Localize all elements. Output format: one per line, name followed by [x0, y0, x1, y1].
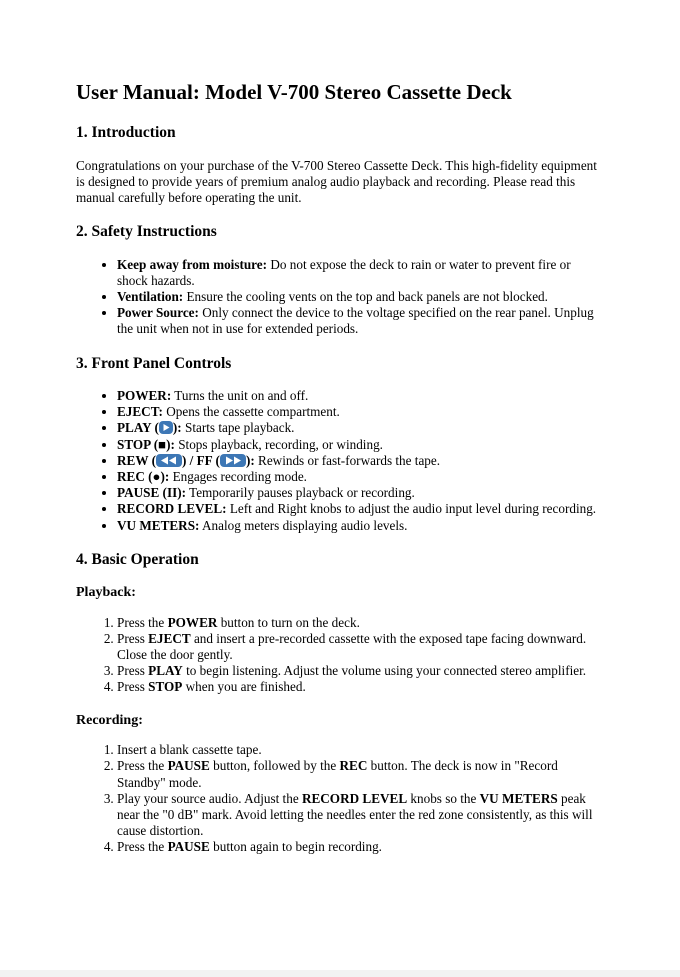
- step-emphasis: VU METERS: [479, 790, 558, 806]
- subheading-playback: Playback:: [76, 585, 136, 601]
- item-text: Ensure the cooling vents on the top and back panels are not blocked.: [183, 288, 548, 304]
- item-label: RECORD LEVEL:: [117, 501, 227, 517]
- item-text: Left and Right knobs to adjust the audio input level during recording.: [226, 501, 597, 517]
- step-text: button again to begin recording.: [209, 839, 382, 855]
- label-part: ):: [172, 420, 182, 436]
- step-emphasis: REC: [339, 758, 368, 774]
- step-emphasis: EJECT: [148, 630, 191, 646]
- step-text: Press the: [117, 839, 168, 855]
- step-text: Press: [117, 630, 149, 646]
- list-item: [117, 758, 604, 790]
- step-text: Insert a blank cassette tape.: [117, 742, 262, 758]
- label-part: PLAY (: [117, 420, 159, 436]
- step-text: button to turn on the deck.: [217, 614, 360, 630]
- item-label: REC (●):: [117, 468, 170, 484]
- list-item: [117, 663, 604, 679]
- list-item: [117, 742, 604, 758]
- item-label: POWER:: [117, 387, 172, 403]
- step-text: Press: [117, 679, 149, 695]
- step-emphasis: RECORD LEVEL: [301, 790, 408, 806]
- rewind-icon: [156, 454, 182, 467]
- recording-steps: [76, 742, 604, 855]
- step-emphasis: STOP: [148, 679, 183, 695]
- list-item: [117, 469, 604, 485]
- fast-forward-icon: [220, 454, 246, 467]
- item-text: Analog meters displaying audio levels.: [199, 517, 408, 533]
- step-emphasis: PAUSE: [167, 758, 210, 774]
- item-label: VU METERS:: [117, 517, 200, 533]
- step-text: to begin listening. Adjust the volume using your connected stereo amplifier.: [182, 663, 587, 679]
- step-text: Play your source audio. Adjust the: [117, 790, 302, 806]
- step-text: button. The deck is now in "Record Standby" mode.: [117, 758, 558, 790]
- step-text: and insert a pre-recorded cassette with the exposed tape facing downward. Close the door gently.: [117, 630, 587, 663]
- list-item: [117, 679, 604, 695]
- playback-steps: [76, 615, 604, 696]
- list-item: [117, 257, 604, 289]
- step-text: knobs so the: [407, 790, 480, 806]
- item-label: STOP (■):: [117, 436, 175, 452]
- item-label: [117, 420, 182, 435]
- controls-list: [76, 388, 604, 534]
- step-text: Press the: [117, 614, 168, 630]
- item-label: [117, 453, 255, 468]
- list-item: [117, 839, 604, 855]
- section-heading-safety: 2. Safety Instructions: [76, 223, 217, 241]
- list-item: [117, 631, 604, 663]
- item-label: Power Source:: [117, 305, 199, 321]
- item-text: Turns the unit on and off.: [171, 387, 309, 403]
- item-label: Ventilation:: [117, 288, 184, 304]
- item-text: Only connect the device to the voltage specified on the rear panel. Unplug the unit when not in use for extended periods.: [117, 305, 594, 337]
- item-text: Do not expose the deck to rain or water to prevent fire or shock hazards.: [117, 256, 571, 288]
- label-part: ) / FF (: [181, 452, 220, 468]
- section-heading-introduction: 1. Introduction: [76, 124, 176, 142]
- list-item: [117, 518, 604, 534]
- section-heading-controls: 3. Front Panel Controls: [76, 354, 232, 372]
- list-item: [117, 420, 604, 436]
- item-text: Temporarily pauses playback or recording.: [186, 485, 415, 501]
- intro-paragraph: Congratulations on your purchase of the V-700 Stereo Cassette Deck. This high-fidelity equipment is designed to provide years of premium analog audio playback and recording. Please read this manual carefully before operating the unit.: [76, 157, 597, 205]
- list-item: [117, 501, 604, 517]
- item-text: Opens the cassette compartment.: [162, 404, 340, 420]
- step-emphasis: POWER: [167, 614, 218, 630]
- safety-list: [76, 257, 604, 338]
- item-text: Stops playback, recording, or winding.: [174, 436, 383, 452]
- step-emphasis: PAUSE: [167, 839, 210, 855]
- list-item: [117, 305, 604, 337]
- document-title: User Manual: Model V-700 Stereo Cassette Deck: [76, 80, 512, 104]
- list-item: [117, 791, 604, 840]
- list-item: [117, 289, 604, 305]
- item-label: EJECT:: [117, 404, 163, 420]
- item-label: Keep away from moisture:: [117, 256, 268, 272]
- item-text: Engages recording mode.: [169, 468, 307, 484]
- list-item: [117, 453, 604, 469]
- step-text: Press the: [117, 758, 168, 774]
- item-text: Starts tape playback.: [181, 420, 295, 436]
- list-item: [117, 388, 604, 404]
- play-icon: [159, 421, 173, 434]
- step-emphasis: PLAY: [148, 663, 183, 679]
- subheading-recording: Recording:: [76, 712, 143, 728]
- list-item: [117, 404, 604, 420]
- list-item: [117, 437, 604, 453]
- list-item: [117, 615, 604, 631]
- item-text: Rewinds or fast-forwards the tape.: [254, 452, 441, 468]
- step-text: button, followed by the: [209, 758, 340, 774]
- item-label: PAUSE (II):: [117, 485, 186, 501]
- step-text: peak near the "0 dB" mark. Avoid letting the needles enter the red zone consistently, as this will cause distortion.: [117, 790, 593, 839]
- section-heading-operation: 4. Basic Operation: [76, 550, 199, 568]
- step-text: when you are finished.: [182, 679, 306, 695]
- label-part: REW (: [117, 452, 156, 468]
- step-text: Press: [117, 663, 149, 679]
- list-item: [117, 485, 604, 501]
- label-part: ):: [245, 452, 255, 468]
